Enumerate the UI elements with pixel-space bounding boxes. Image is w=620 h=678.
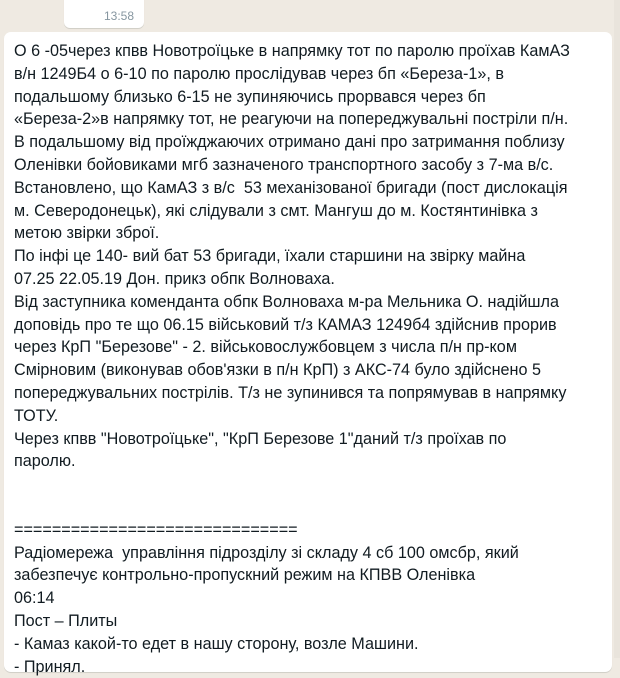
message-bubble[interactable] [4, 32, 612, 676]
message-text: О 6 -05через кпвв Новотроїцьке в напрямку тот по паролю проїхав КамАЗ в/н 1249Б4 о 6-10 по паролю прослідував через бп «Береза-1», в подальшому близько 6-15 не зупиняючись прорвався через бп «Береза-2»в напрямку тот, не реагуючи на попереджувальні постріли п/н. В подальшому від проїжджаючих отримано дані про затримання поблизу Оленівки бойовиками мгб зазначеного транспортного засобу з 7-ма в/с. Встановлено, що КамАЗ з в/с 53 механізованої бригади (пост дислокація м. Северодонецьк), які слідували з смт. Мангуш до м. Костянтинівка з метою звірки зброї. По інфі це 140- вий бат 53 бригади, їхали старшини на звірку майна 07.25 22.05.19 Дон. прикз обпк Волноваха. Від заступника коменданта обпк Волноваха м-ра Мельника О. надійшла доповідь про те що 06.15 військовий т/з КАМАЗ 1249б4 здійснив прорив через КрП "Березове" - 2. військовослужбовцем з числа п/н пр-ком Смірновим (виконував обов'язки в п/н КрП) з АКС-74 було здійснено 5 попереджувальних пострілів. Т/з не зупинився та попрямував в напрямку ТОТУ. Через кпвв "Новотроїцьке", "КрП Березове 1"даний т/з проїхав по паролю. ============================== Радіомережа управління підрозділу зі складу 4 сб 100 омсбр, який забезпечує контрольно-пропускний режим на КПВВ Оленівка 06:14 Пост – Плиты - Камаз какой-то едет в нашу сторону, возле Машини. - Принял. [14, 42, 570, 676]
previous-message-bubble[interactable] [64, 0, 144, 28]
message-time: 13:58 [103, 9, 134, 23]
scrollbar-track[interactable] [614, 0, 620, 658]
